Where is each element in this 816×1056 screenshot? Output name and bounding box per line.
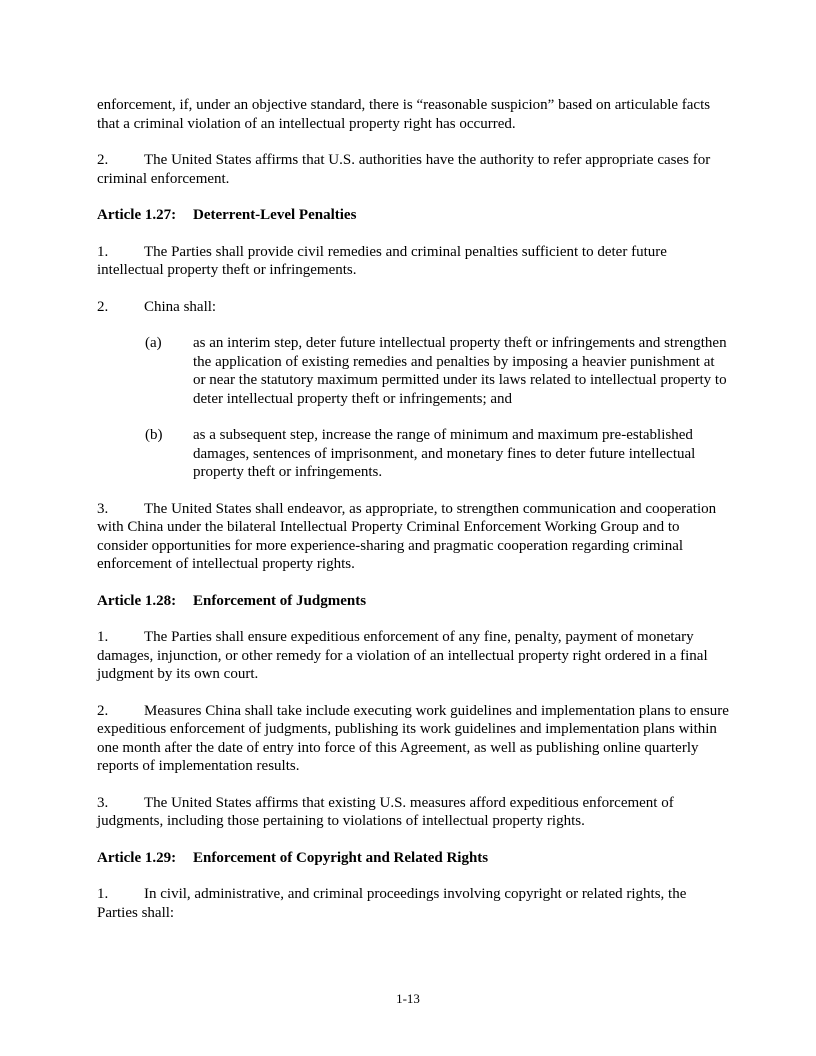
art128-paragraph-2 <box>97 702 729 776</box>
paragraph-text: The United States shall endeavor, as appropriate, to strengthen communication and cooperation with China under the bilateral Intellectual Property Criminal Enforcement Working Group and to consider opportunities for more experience-sharing and pragmatic cooperation regarding criminal enforcement of intellectual property rights. <box>97 500 717 572</box>
art128-paragraph-1 <box>97 628 729 684</box>
paragraph-text: The United States affirms that existing U.S. measures afford expeditious enforcement of judgments, including those pertaining to violations of intellectual property rights. <box>97 794 674 829</box>
paragraph-number: 3. <box>97 500 109 517</box>
article-1-27-heading <box>97 206 729 225</box>
paragraph-text: Measures China shall take include executing work guidelines and implementation plans to ensure expeditious enforcement of judgments, publishing its work guidelines and implementation plans within one month after the date of entry into force of this Agreement, as well as publishing online quarterly reports of implementation results. <box>97 702 729 774</box>
article-title: Enforcement of Copyright and Related Rights <box>193 849 489 866</box>
article-label: Article 1.29: <box>97 849 177 866</box>
art127-subparagraph-a <box>145 334 729 408</box>
subparagraph-text: as a subsequent step, increase the range of minimum and maximum pre-established damages, sentences of imprisonment, and monetary fines to deter future intellectual property theft or infringements. <box>193 427 696 480</box>
document-body <box>97 96 729 940</box>
article-1-28-heading <box>97 592 729 611</box>
paragraph-text: The Parties shall provide civil remedies and criminal penalties sufficient to deter future intellectual property theft or infringements. <box>97 243 667 278</box>
paragraph-number: 2. <box>97 152 109 168</box>
subparagraph-label: (a) <box>145 335 162 351</box>
paragraph-number: 2. <box>97 702 109 719</box>
art127-paragraph-1 <box>97 243 729 280</box>
article-label: Article 1.27: <box>97 207 177 223</box>
article-title: Deterrent-Level Penalties <box>193 207 357 223</box>
art127-paragraph-2 <box>97 298 729 317</box>
subparagraph-label: (b) <box>145 427 163 443</box>
subparagraph-text: as an interim step, deter future intellectual property theft or infringements and strengthen the application of existing remedies and penalties by imposing a heavier punishment at or near the statutory maximum permitted under its laws related to intellectual property to deter intellectual property theft or infringements; and <box>193 335 727 407</box>
paragraph-number: 1. <box>97 886 109 902</box>
paragraph-continued: enforcement, if, under an objective standard, there is “reasonable suspicion” based on articulable facts that a criminal violation of an intellectual property right has occurred. <box>97 97 711 132</box>
paragraph-text: In civil, administrative, and criminal proceedings involving copyright or related rights, the Parties shall: <box>97 886 687 921</box>
paragraph-number: 2. <box>97 298 109 315</box>
art127-paragraph-3 <box>97 500 729 574</box>
article-1-29-heading <box>97 849 729 868</box>
paragraph-2 <box>97 151 729 188</box>
paragraph-text: China shall: <box>144 298 217 315</box>
art128-paragraph-3 <box>97 794 729 831</box>
paragraph-text: The Parties shall ensure expeditious enforcement of any fine, penalty, payment of monetary damages, injunction, or other remedy for a violation of an intellectual property right ordered in a final judgment by its own court. <box>97 629 708 682</box>
article-label: Article 1.28: <box>97 592 177 609</box>
paragraph-text: The United States affirms that U.S. authorities have the authority to refer appropriate cases for criminal enforcement. <box>97 152 711 187</box>
art127-subparagraph-b <box>145 426 729 482</box>
paragraph-number: 1. <box>97 243 109 260</box>
page-number: 1-13 <box>396 991 420 1006</box>
paragraph-number: 1. <box>97 629 109 645</box>
art129-paragraph-1 <box>97 885 729 922</box>
paragraph-number: 3. <box>97 794 109 811</box>
article-title: Enforcement of Judgments <box>193 592 367 609</box>
